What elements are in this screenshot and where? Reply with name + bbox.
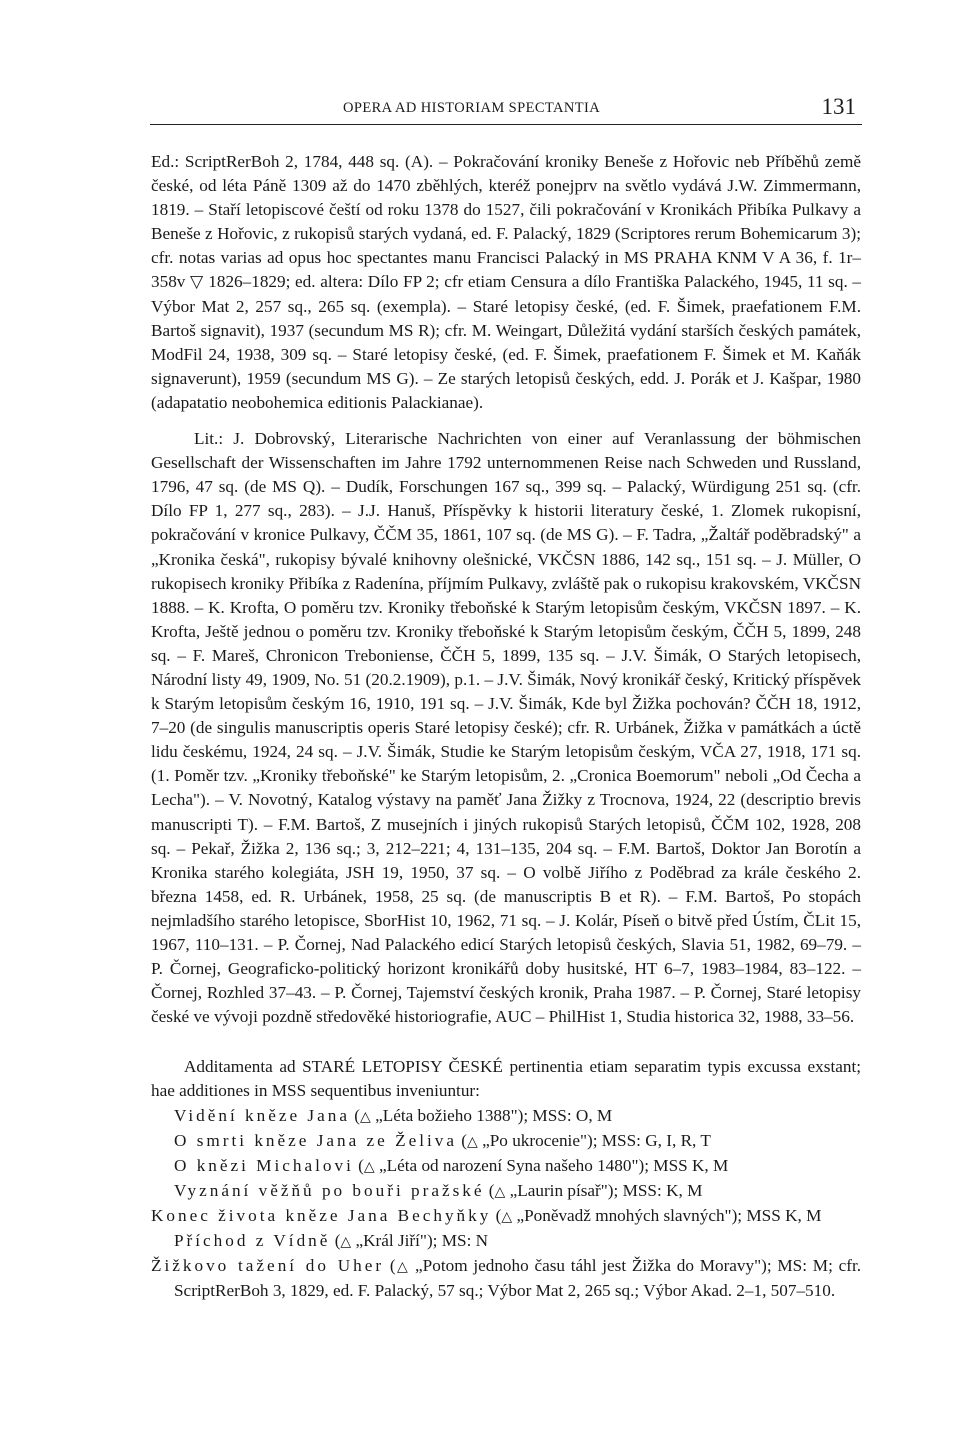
list-item: Vidění kněze Jana (△ „Léta božieho 1388"); MSS: O, M [174,1105,613,1125]
list-item: O knězi Michalovi (△ „Léta od narození Syna našeho 1480"); MSS K, M [174,1155,729,1175]
list-item: Vyznání věžňů po bouři pražské (△ „Laurin písař"); MSS: K, M [174,1180,703,1200]
item-mss-label: MSS: [622,1180,662,1200]
item-title: O smrti kněze Jana ze Želiva [174,1130,457,1150]
editions-paragraph: Ed.: ScriptRerBoh 2, 1784, 448 sq. (A). – Pokračování kroniky Beneše z Hořovic neb Příběhů země české, od léta Páně 1309 až do 1470 zběhlých, kteréž ponejprv na světlo vydává J.W. Zimmermann, 1819. – Staří letopiscové čeští od roku 1378 do 1527, čili pokračování v Kronikách Přibíka Pulkavy a Beneše z Hořovic, z rukopisů starých vydaná, ed. F. Palacký, 1829 (Scriptores rerum Bohemicarum 3); cfr. notas varias ad opus hoc spectantes manu Francisci Palacký in MS PRAHA KNM V A 36, f. 1r–358v ▽ 1826–1829; ed. altera: Dílo FP 2; cfr etiam Censura a dílo Františka Palackého, 1945, 11 sq. – Výbor Mat 2, 257 sq., 265 sq. (exempla). – Staré letopisy české, (ed. F. Šimek, praefationem F.M. Bartoš signavit), 1937 (secundum MS R); cfr. M. Weingart, Důležitá vydání starších českých památek, ModFil 24, 1938, 309 sq. – Staré letopisy české, (ed. F. Šimek, praefationem F. Šimek et M. Kaňák signaverunt), 1959 (secundum MS G). – Ze starých letopisů českých, edd. J. Porák et J. Kašpar, 1980 (adapatatio neobohemica editionis Palackianae). [151,152,861,412]
literature-paragraph: Lit.: J. Dobrovský, Literarische Nachrichten von einer auf Veranlassung der böhmischen Gesellschaft der Wissenschaften im Jahre 1792 unternommenen Reise nach Schweden und Russland, 1796, 47 sq. (de MS Q). – Dudík, Forschungen 167 sq., 399 sq. – Palacký, Würdigung 251 sq. (cfr. Dílo FP 1, 277 sq., 283). – J.J. Hanuš, Příspěvky k historii literatury české, 1. Zlomek rukopisní, pokračování v kronice Pulkavy, ČČM 35, 1861, 107 sq. (de MS G). – F. Tadra, „Žaltář poděbradský" a „Kronika česká", rukopisy bývalé knihovny olešnické, VKČSN 1886, 142 sq., 151 sq. – J. Müller, O rukopisech kroniky Přibíka z Radenína, příjmím Pulkavy, zvláště pak o rukopisu krakovském, VKČSN 1888. – K. Krofta, O poměru tzv. Kroniky třeboňské k Starým letopisům českým, VKČSN 1897. – K. Krofta, Ještě jednou o poměru tzv. Kroniky třeboňské k Starým letopisům českým, ČČH 5, 1899, 248 sq. – F. Mareš, Chronicon Treboniense, ČČH 5, 1899, 135 sq. – J.V. Šimák, O Starých letopisech, Národní listy 49, 1909, No. 51 (20.2.1909), p.1. – J.V. Šimák, Nový kronikář český, Kritický příspěvek k Starým letopisům českým 16, 1910, 191 sq. – J.V. Šimák, Kde byl Žižka pochován? ČČH 18, 1912, 7–20 (de singulis manuscriptis operis Staré letopisy české); cfr. R. Urbánek, Žižka v památkách a úctě lidu českému, 1924, 24 sq. – J.V. Šimák, Studie ke Starým letopisům českým, VČA 27, 1918, 171 sq. (1. Poměr tzv. „Kroniky třeboňské" ke Starým letopisům, 2. „Cronica Boemorum" neboli „Od Čecha a Lecha"). – V. Novotný, Katalog výstavy na paměť Jana Žižky z Trocnova, 1924, 22 (descriptio brevis manuscripti T). – F.M. Bartoš, Z musejních i jiných rukopisů Starých letopisů, ČČM 102, 1928, 208 sq. – Pekař, Žižka 2, 136 sq.; 3, 212–221; 4, 131–135, 204 sq. – F.M. Bartoš, Doktor Jan Borotín a Kronika starého kolegiáta, JSH 19, 1950, 37 sq. – O volbě Jiřího z Poděbrad za krále českého 2. března 1458, ed. R. Urbánek, 1958, 25 sq. (de manuscriptis B et R). – F.M. Bartoš, Po stopách nejmladšího starého letopisce, SborHist 10, 1962, 71 sq. – J. Kolár, Píseň o bitvě před Ústím, ČLit 15, 1967, 110–131. – P. Čornej, Nad Palackého edicí Starých letopisů českých, Slavia 51, 1982, 69–79. – P. Čornej, Geograficko-politický horizont kronikářů doby husitské, HT 6–7, 1983–1984, 83–122. – Čornej, Rozhled 37–43. – P. Čornej, Tajemství českých kronik, Praha 1987. – P. Čornej, Staré letopisy české ve vývoji pozdně středověké historiografie, AUC – PhilHist 1, Studia historica 32, 1988, 33–56. [151,429,861,1027]
item-mss-label: MS: [441,1231,472,1251]
item-incipit: „Léta od narození Syna našeho 1480" [378,1155,639,1175]
item-mss-label: MSS [653,1155,688,1175]
page-number: 131 [821,94,856,119]
item-title: Žižkovo tažení do Uher [151,1256,385,1276]
additamenta-list [151,1104,861,1304]
triangle-icon: △ [395,1259,410,1276]
item-mss-label: MSS [746,1205,781,1225]
triangle-icon: △ [501,1208,513,1225]
item-mss: G, I, R, T [645,1130,711,1150]
item-mss: O, M [575,1105,613,1125]
item-mss: M [812,1256,829,1276]
page-body [151,150,861,1303]
item-mss: K, M [691,1155,729,1175]
item-title: Konec života kněze Jana Bechyňky [151,1205,492,1225]
item-mss: K, M [666,1180,703,1200]
triangle-icon: △ [363,1158,375,1175]
item-tail: ; cfr. ScriptRerBoh 3, 1829, ed. F. Palacký, 57 sq.; Výbor Mat 2, 265 sq.; Výbor Akad. 2–1, 507–510. [174,1256,862,1301]
item-incipit: „Poněvadž mnohých slavných" [516,1205,732,1225]
item-incipit: „Král Jiří" [355,1231,427,1251]
list-item: Žižkovo tažení do Uher (△ „Potom jednoho času táhl jest Žižka do Moravy"); MS: M; cfr. ScriptRerBoh 3, 1829, ed. F. Palacký, 57 sq.; Výbor Mat 2, 265 sq.; Výbor Akad. 2–1, 507–510. [151,1256,862,1301]
triangle-icon: △ [467,1133,478,1150]
item-incipit: „Potom jednoho času táhl jest Žižka do Moravy" [415,1256,762,1276]
item-mss-label: MSS: [601,1130,641,1150]
item-incipit: „Laurin písař" [509,1180,608,1200]
item-title: O knězi Michalovi [174,1155,354,1175]
item-title: Vidění kněze Jana [174,1105,350,1125]
item-title: Příchod z Vídně [174,1231,331,1251]
item-mss: K, M [785,1205,822,1225]
page-header [150,94,862,125]
item-mss-label: MSS: [532,1105,572,1125]
item-incipit: „Léta božieho 1388" [375,1105,518,1125]
additamenta-intro: Additamenta ad STARÉ LETOPISY ČESKÉ pertinentia etiam separatim typis excussa exstant; hae additiones in MSS sequentibus inveniuntur: [151,1057,861,1101]
running-title: OPERA AD HISTORIAM SPECTANTIA [343,100,601,116]
item-title: Vyznání věžňů po bouři pražské [174,1180,485,1200]
item-incipit: „Po ukrocenie" [482,1130,587,1150]
triangle-icon: △ [494,1183,506,1200]
list-item: Konec života kněze Jana Bechyňky (△ „Poněvadž mnohých slavných"); MSS K, M [151,1205,822,1225]
item-mss-label: MS: [777,1256,807,1276]
triangle-icon: △ [340,1234,352,1251]
item-mss: N [475,1231,489,1251]
list-item: O smrti kněze Jana ze Želiva (△ „Po ukrocenie"); MSS: G, I, R, T [174,1130,711,1150]
triangle-icon: △ [359,1108,371,1125]
list-item: Příchod z Vídně (△ „Král Jiří"); MS: N [174,1231,489,1251]
